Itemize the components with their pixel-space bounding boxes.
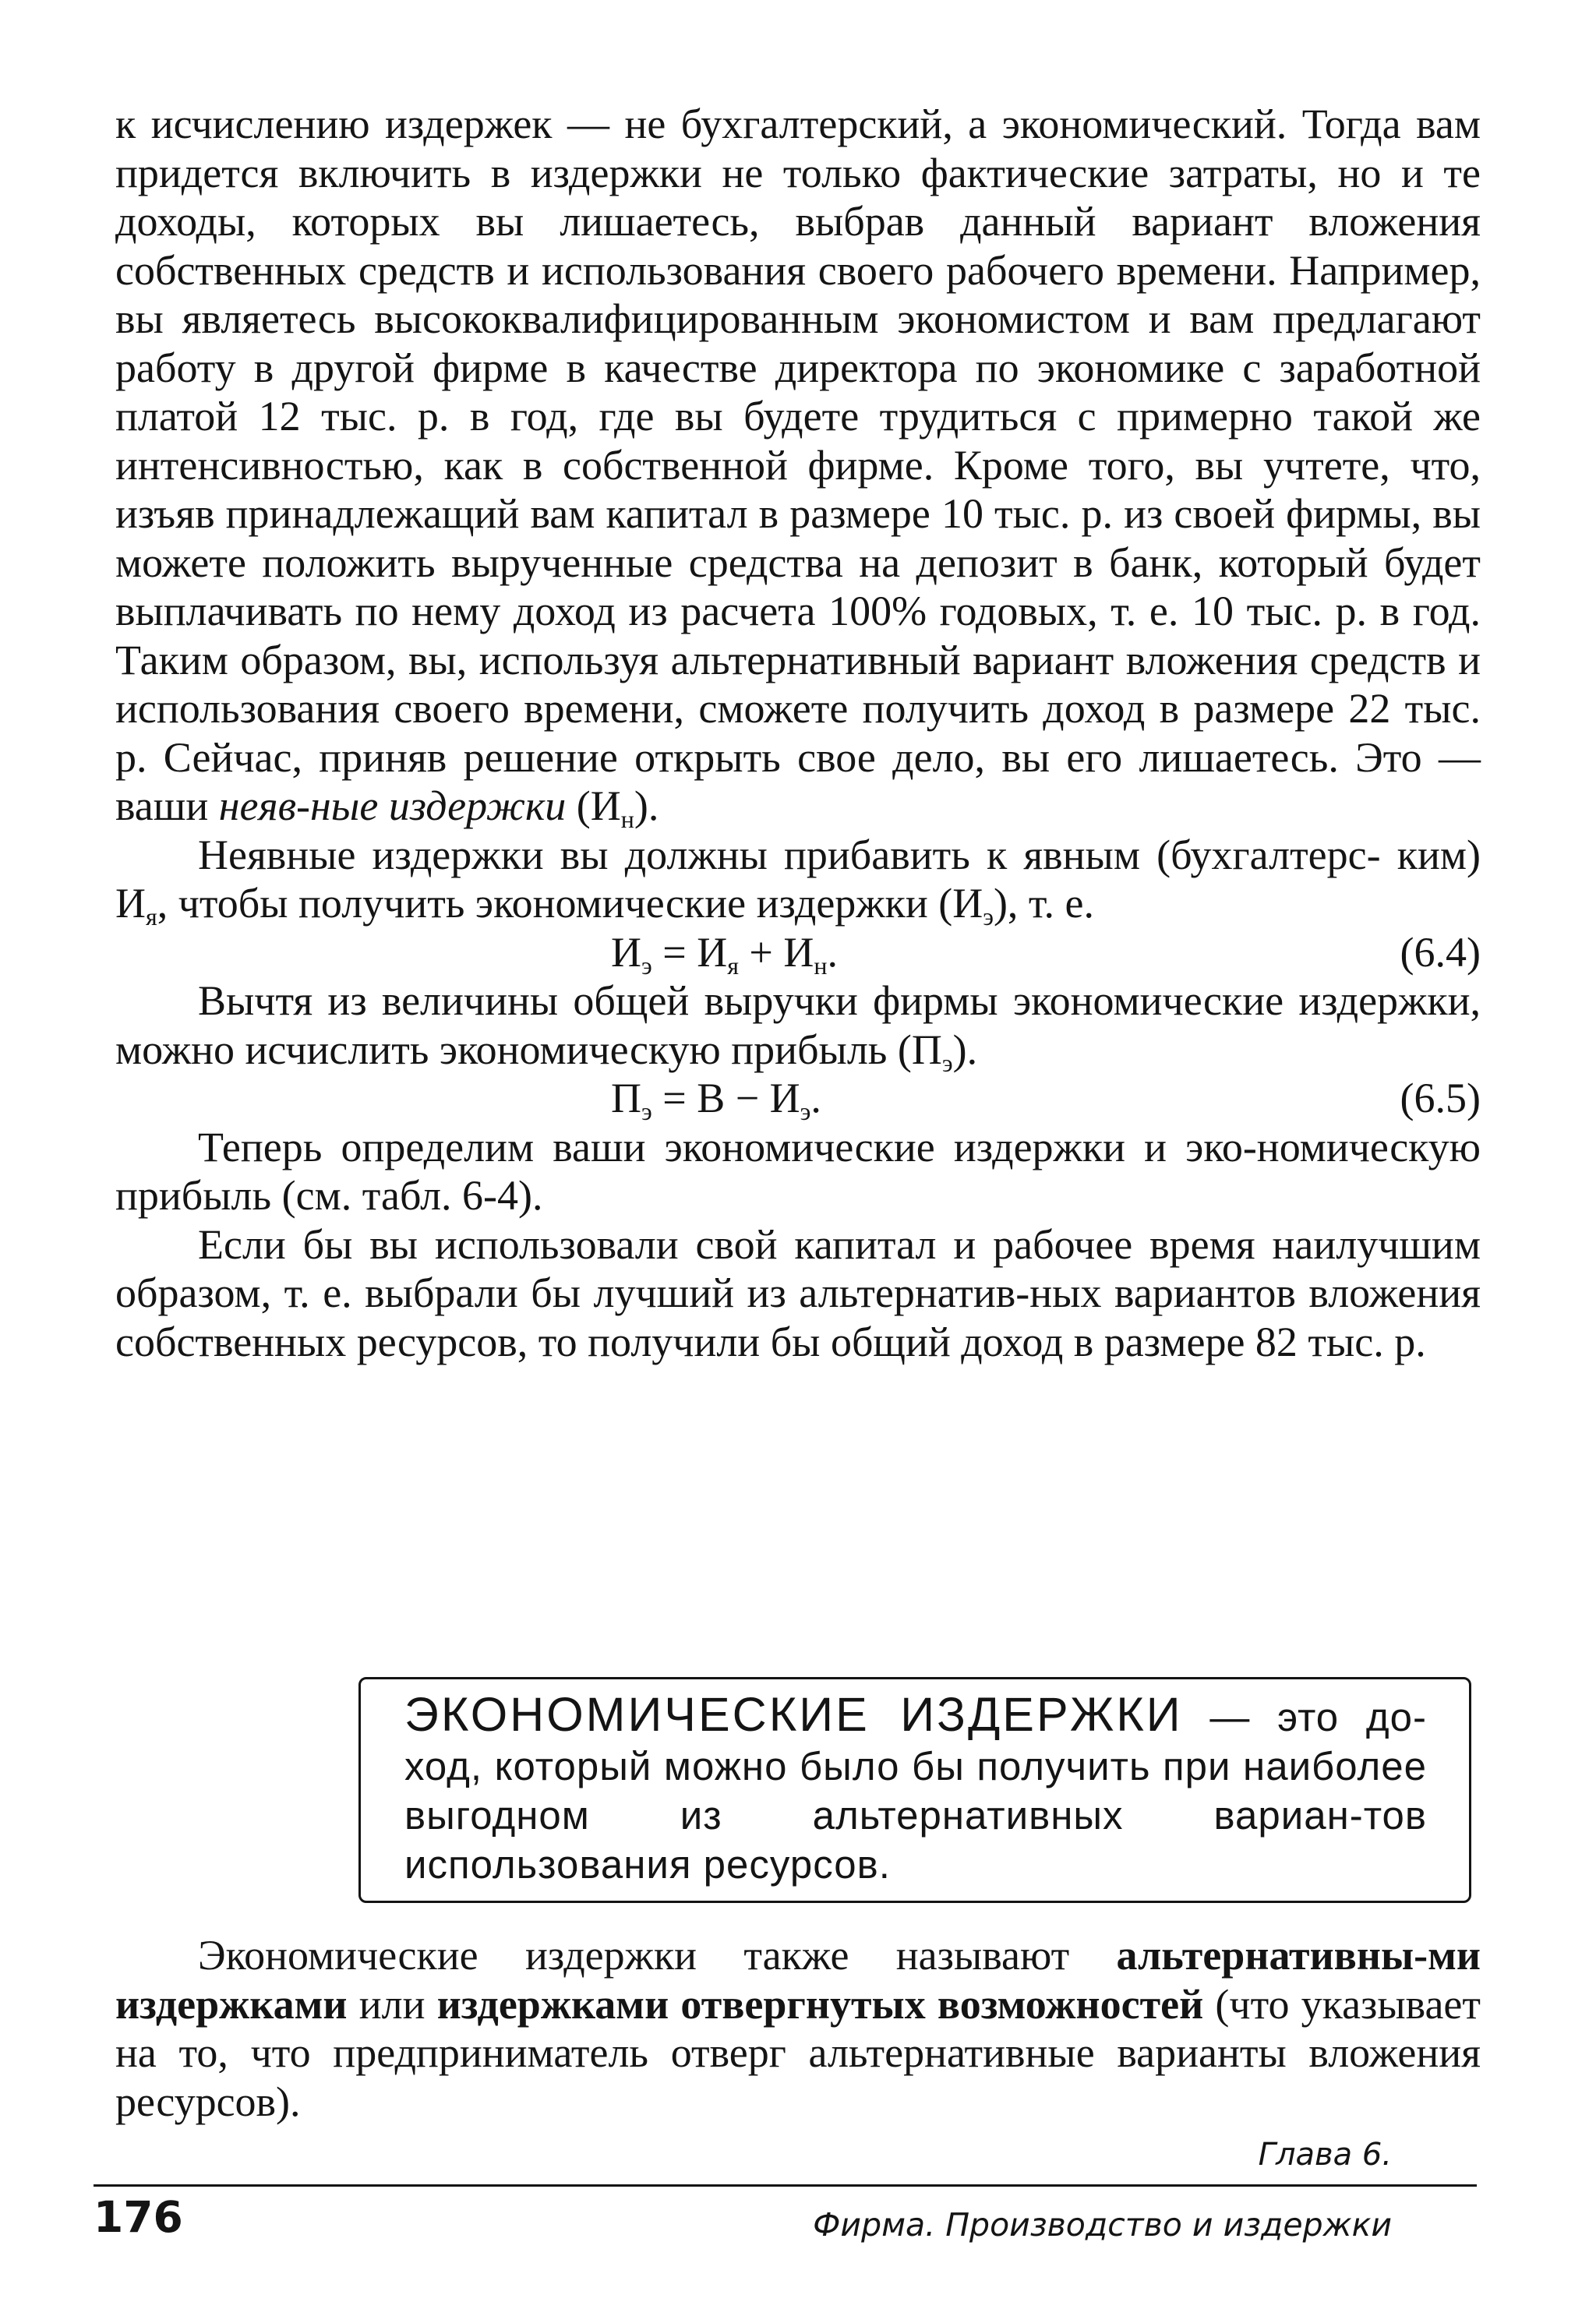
running-head-title: Фирма. Производство и издержки — [813, 2206, 1392, 2244]
formula-6-4-number: (6.4) — [1400, 928, 1481, 976]
main-text — [115, 100, 1481, 1366]
formula-6-5-expression: $П_э = В - И_э$. — [611, 1075, 821, 1125]
formula-6-4 — [115, 928, 1481, 980]
paragraph-best-alternative: Если бы вы использовали свой капитал и рабочее время наилучшим образом, т. е. выбрали бы лучший из альтернатив-ных вариантов вложения собственных ресурсов, то получили бы общий доход в размере 82 тыс. р. — [115, 1220, 1481, 1365]
implicit-costs-term: неяв-ные издержки — [218, 782, 567, 829]
bold-term-rejected-opportunities: издержками отвергнутых возможностей — [436, 1980, 1204, 2028]
bold-term-alternative-costs: альтернативны-ми издержками — [115, 1932, 1481, 2028]
definition-text — [404, 1690, 1427, 1889]
running-head-chapter: Глава 6. — [1258, 2137, 1392, 2173]
paragraph-opportunity-cost — [115, 100, 1481, 831]
formula-6-4-expression: $И_э = И_я + И_н$. — [611, 928, 838, 980]
definition-box — [358, 1677, 1471, 1903]
formula-6-5 — [115, 1074, 1481, 1123]
closing-text — [115, 1931, 1481, 2126]
definition-term: ЭКОНОМИЧЕСКИЕ ИЗДЕРЖКИ — [404, 1688, 1183, 1741]
formula-6-5-number: (6.5) — [1400, 1075, 1481, 1121]
paragraph-define-costs: Теперь определим ваши экономические издержки и эко-номическую прибыль (см. табл. 6-4). — [115, 1123, 1481, 1219]
definition-body: — это до-ход, который можно было бы получить при наиболее выгодном из альтернативных вариан-тов использования ресурсов. — [404, 1695, 1427, 1887]
footer-rule — [94, 2184, 1477, 2187]
paragraph-alternative-names: Экономические издержки также называют альтернативны-ми издержками или издержками отвергнутых возможностей (что указывает на то, что предприниматель отверг альтернативные варианты вложения ресурсов). — [115, 1932, 1481, 2125]
paragraph-implicit-costs: Неявные издержки вы должны прибавить к явным (бухгалтерс- ким) $И_я$, чтобы получить экономические издержки $(И_э)$, т. е. — [115, 831, 1481, 930]
paragraph-body: к исчислению издержек — не бухгалтерский, а экономический. Тогда вам придется включить в издержки не только фактические затраты, но и те доходы, которых вы лишаетесь, выбрав данный вариант вложения собственных средств и использования своего рабочего времени. Например, вы являетесь высококвалифицированным экономистом и вам предлагают работу в другой фирме в качестве директора по экономике с заработной платой 12 тыс. р. в год, где вы будете трудиться с примерно такой же интенсивностью, как в собственной фирме. Кроме того, вы учтете, что, изъяв принадлежащий вам капитал в размере 10 тыс. р. из своей фирмы, вы можете положить вырученные средства на депозит в банк, который будет выплачивать по нему доход из расчета 100% годовых, т. е. 10 тыс. р. в год. Таким образом, вы, используя альтернативный вариант вложения средств и использования своего времени, сможете получить доход в размере 22 тыс. р. Сейчас, приняв решение открыть свое дело, вы его лишаетесь. Это — ваши — [115, 101, 1481, 829]
page-number: 176 — [94, 2192, 183, 2242]
implicit-costs-symbol: $(И_н)$. — [576, 782, 659, 833]
paragraph-economic-profit: Вычтя из величины общей выручки фирмы экономические издержки, можно исчислить экономическую прибыль $(П_э)$. — [115, 977, 1481, 1077]
